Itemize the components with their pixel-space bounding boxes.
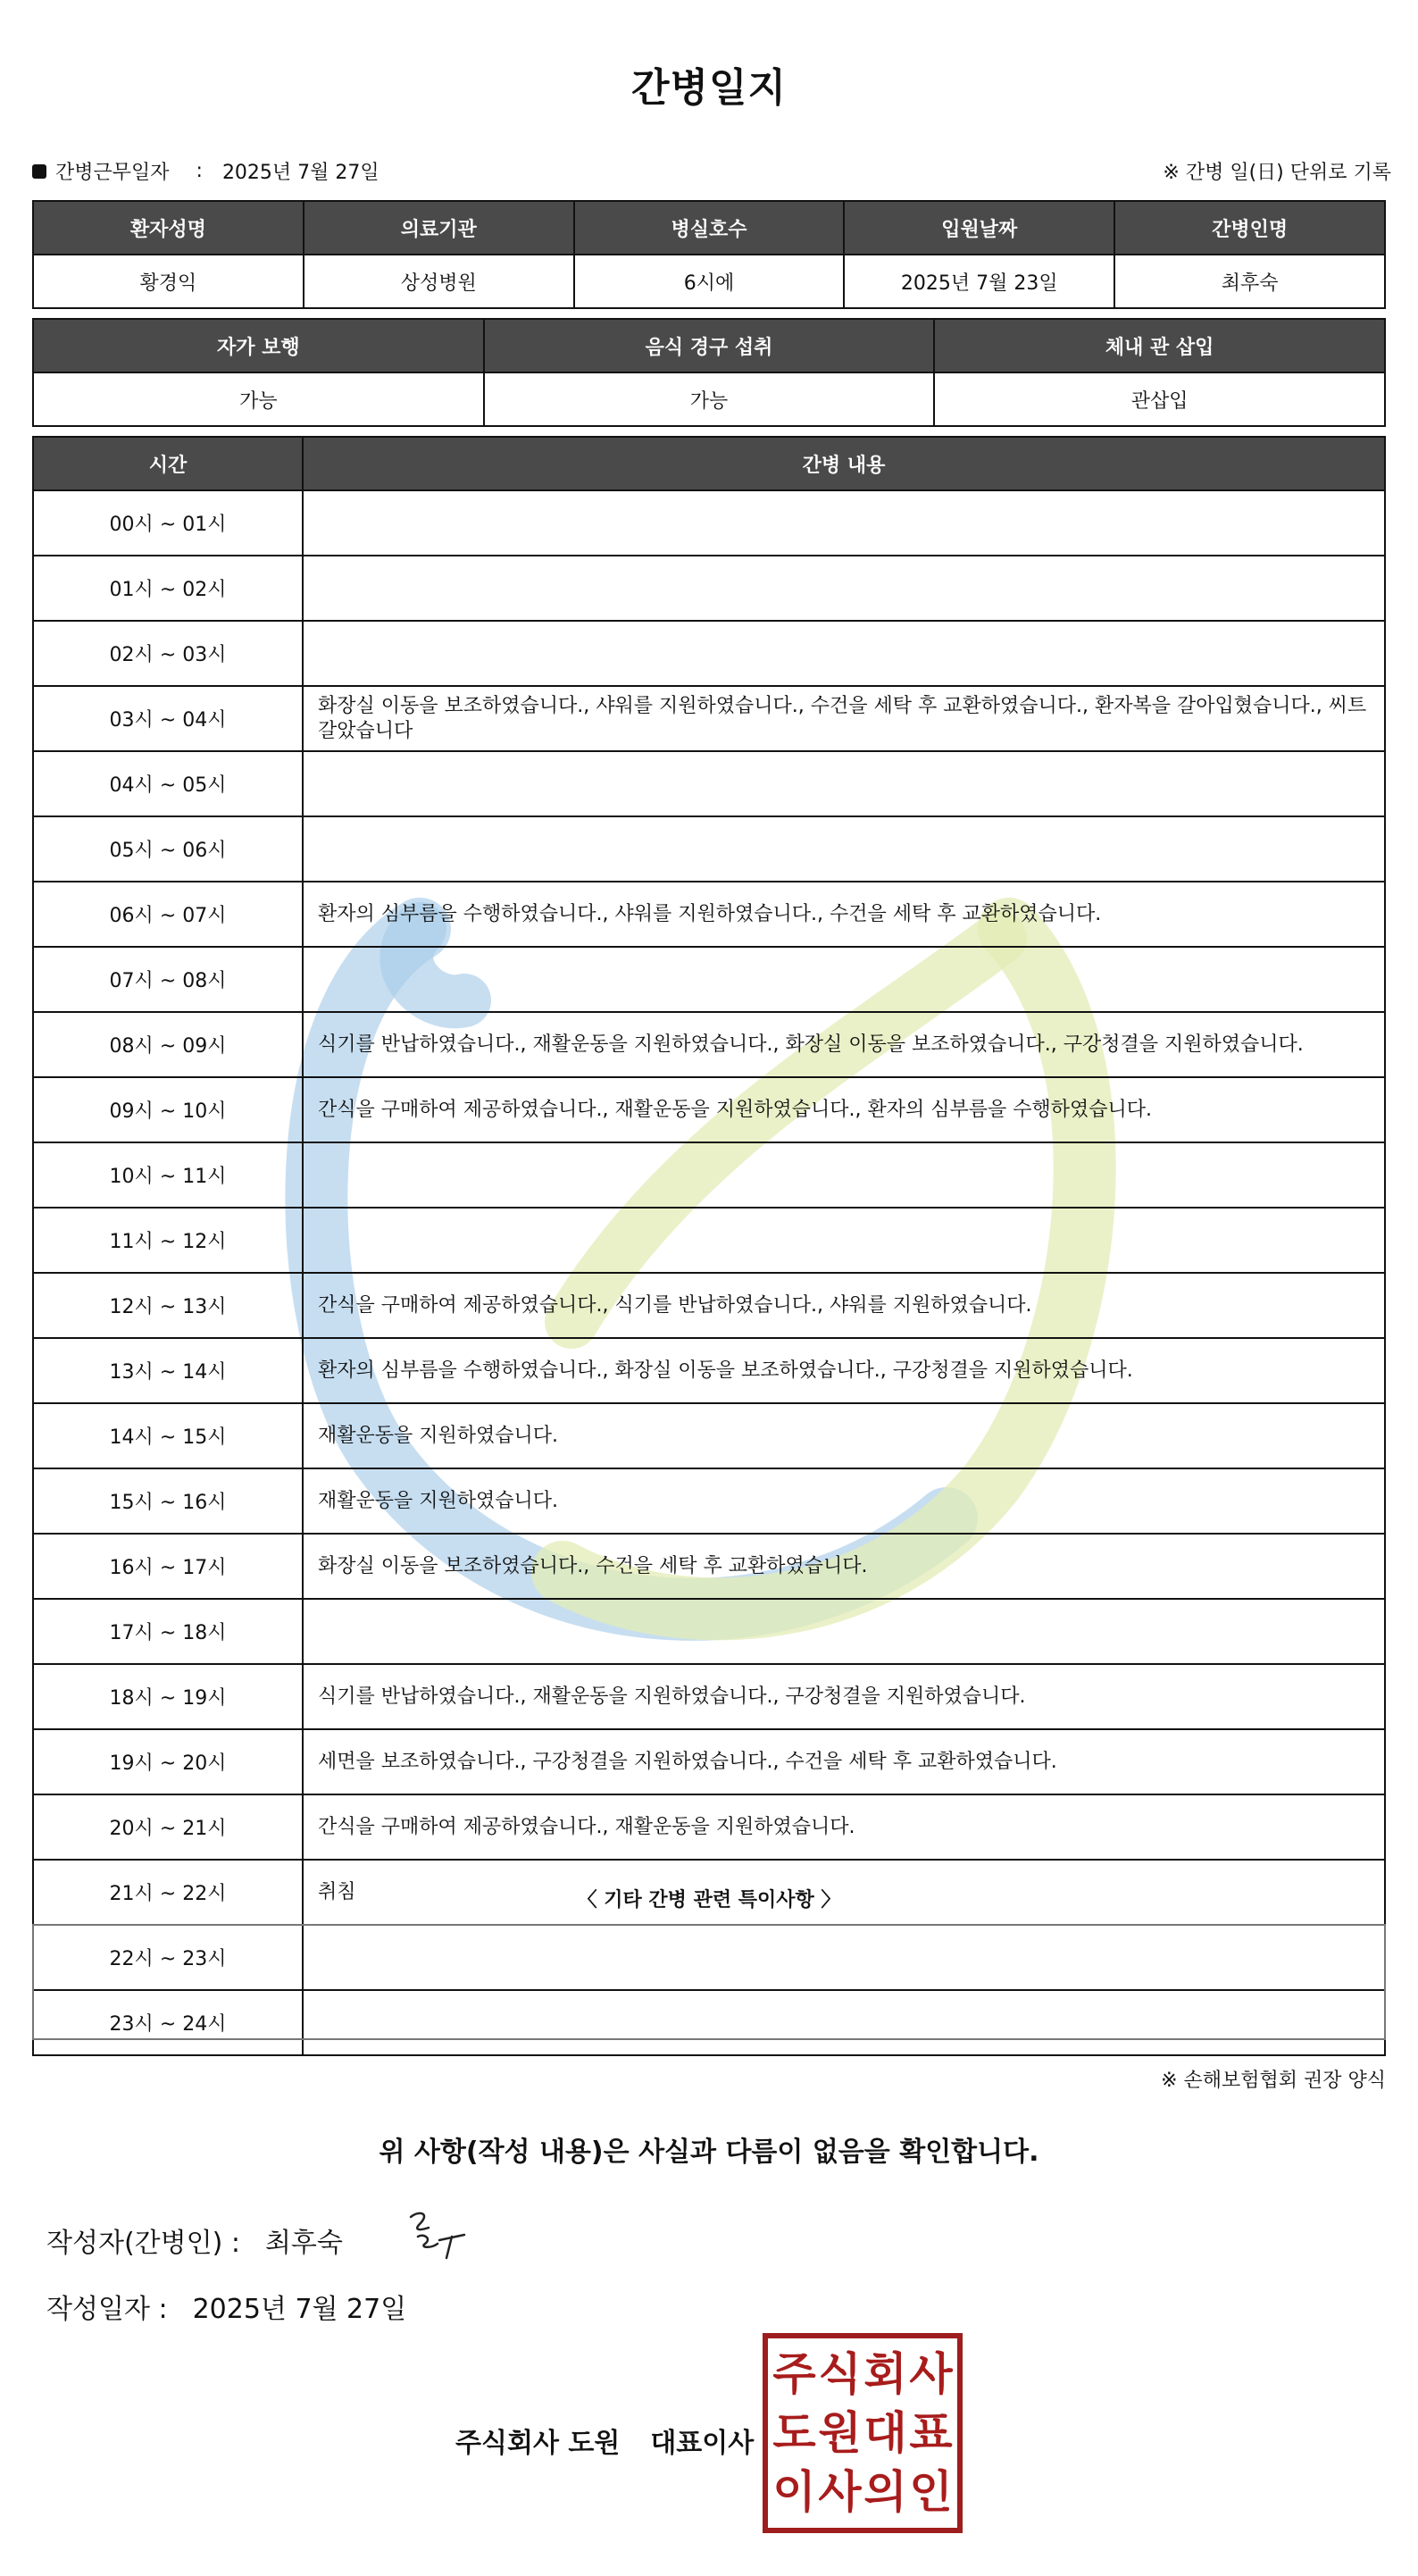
care-content bbox=[303, 1208, 1385, 1273]
time-slot: 22시 ~ 23시 bbox=[33, 1925, 303, 1990]
table-row bbox=[33, 1208, 1385, 1273]
care-content: 환자의 심부름을 수행하였습니다., 샤워를 지원하였습니다., 수건을 세탁 후 교환하였습니다. bbox=[303, 882, 1385, 947]
table-row bbox=[33, 1077, 1385, 1142]
time-slot: 13시 ~ 14시 bbox=[33, 1338, 303, 1403]
time-slot: 19시 ~ 20시 bbox=[33, 1729, 303, 1794]
seal-row bbox=[772, 2405, 954, 2462]
time-slot: 18시 ~ 19시 bbox=[33, 1664, 303, 1729]
written-date-line bbox=[46, 2287, 406, 2326]
care-content: 환자의 심부름을 수행하였습니다., 화장실 이동을 보조하였습니다., 구강청결을 지원하였습니다. bbox=[303, 1338, 1385, 1403]
header-hospital: 의료기관 bbox=[304, 201, 574, 255]
table-row bbox=[33, 1142, 1385, 1208]
seal-char: 식 bbox=[818, 2348, 862, 2400]
work-date-colon: : bbox=[196, 160, 203, 182]
table-row bbox=[33, 816, 1385, 882]
seal-char: 회 bbox=[863, 2348, 907, 2400]
care-content bbox=[303, 1599, 1385, 1664]
admission-date: 2025년 7월 23일 bbox=[844, 255, 1114, 308]
record-unit-note: ※ 간병 일(日) 단위로 기록 bbox=[1163, 162, 1391, 184]
work-date-label: 간병근무일자 bbox=[55, 162, 170, 184]
writer-name: 최후숙 bbox=[264, 2228, 343, 2259]
care-content bbox=[303, 816, 1385, 882]
care-content: 화장실 이동을 보조하였습니다., 수건을 세탁 후 교환하였습니다. bbox=[303, 1534, 1385, 1599]
writer-label: 작성자(간병인) : bbox=[46, 2228, 240, 2259]
table-row bbox=[33, 1338, 1385, 1403]
signature-image bbox=[400, 2204, 480, 2267]
care-content: 간식을 구매하여 제공하였습니다., 식기를 반납하였습니다., 샤워를 지원하였습니다. bbox=[303, 1273, 1385, 1338]
care-log-rows bbox=[33, 490, 1385, 2055]
table-row bbox=[33, 882, 1385, 947]
time-slot: 03시 ~ 04시 bbox=[33, 686, 303, 751]
time-slot: 01시 ~ 02시 bbox=[33, 556, 303, 621]
seal-char: 이 bbox=[772, 2466, 816, 2518]
time-slot: 14시 ~ 15시 bbox=[33, 1403, 303, 1468]
table-row bbox=[33, 1794, 1385, 1860]
patient-info-table bbox=[32, 200, 1386, 309]
seal-row bbox=[772, 2463, 954, 2521]
care-content: 간식을 구매하여 제공하였습니다., 재활운동을 지원하였습니다., 환자의 심부름을 수행하였습니다. bbox=[303, 1077, 1385, 1142]
special-notes-title: 〈 기타 간병 관련 특이사항 〉 bbox=[577, 1889, 841, 1911]
care-content: 세면을 보조하였습니다., 구강청결을 지원하였습니다., 수건을 세탁 후 교환하였습니다. bbox=[303, 1729, 1385, 1794]
care-content bbox=[303, 621, 1385, 686]
seal-char: 사 bbox=[818, 2466, 862, 2518]
care-content bbox=[303, 556, 1385, 621]
header-admission-date: 입원날짜 bbox=[844, 201, 1114, 255]
table-row bbox=[33, 1729, 1385, 1794]
seal-char: 표 bbox=[909, 2407, 953, 2459]
care-content bbox=[303, 1142, 1385, 1208]
company-seal-stamp bbox=[763, 2333, 963, 2533]
room-number: 6시에 bbox=[574, 255, 845, 308]
company-name: 주식회사 도원 bbox=[455, 2428, 621, 2459]
table-row bbox=[33, 1534, 1385, 1599]
care-content: 화장실 이동을 보조하였습니다., 샤워를 지원하였습니다., 수건을 세탁 후 교환하였습니다., 환자복을 갈아입혔습니다., 씨트갈았습니다 bbox=[303, 686, 1385, 751]
time-slot: 05시 ~ 06시 bbox=[33, 816, 303, 882]
care-content: 재활운동을 지원하였습니다. bbox=[303, 1468, 1385, 1534]
time-slot: 11시 ~ 12시 bbox=[33, 1208, 303, 1273]
patient-status-table bbox=[32, 318, 1386, 427]
table-row bbox=[33, 1664, 1385, 1729]
seal-char: 대 bbox=[863, 2407, 907, 2459]
time-slot: 07시 ~ 08시 bbox=[33, 947, 303, 1012]
confirmation-statement: 위 사항(작성 내용)은 사실과 다름이 없음을 확인합니다. bbox=[379, 2137, 1039, 2168]
time-slot: 09시 ~ 10시 bbox=[33, 1077, 303, 1142]
table-row bbox=[33, 751, 1385, 816]
work-date-value: 2025년 7월 27일 bbox=[221, 162, 380, 184]
table-row bbox=[33, 686, 1385, 751]
time-slot: 10시 ~ 11시 bbox=[33, 1142, 303, 1208]
header-walking: 자가 보행 bbox=[33, 319, 484, 372]
time-slot: 20시 ~ 21시 bbox=[33, 1794, 303, 1860]
table-row bbox=[33, 1012, 1385, 1077]
hospital: 상성병원 bbox=[304, 255, 574, 308]
writer-line bbox=[46, 2221, 343, 2260]
oral-intake-status: 가능 bbox=[484, 372, 935, 426]
seal-char: 원 bbox=[818, 2407, 862, 2459]
care-content: 취침 bbox=[303, 1860, 1385, 1925]
care-content: 재활운동을 지원하였습니다. bbox=[303, 1403, 1385, 1468]
time-slot: 06시 ~ 07시 bbox=[33, 882, 303, 947]
table-row bbox=[33, 1403, 1385, 1468]
walking-status: 가능 bbox=[33, 372, 484, 426]
seal-char: 사 bbox=[909, 2348, 953, 2400]
care-log-table bbox=[32, 436, 1386, 2056]
care-content bbox=[303, 751, 1385, 816]
table-row bbox=[33, 556, 1385, 621]
time-slot: 23시 ~ 24시 bbox=[33, 1990, 303, 2055]
time-slot: 02시 ~ 03시 bbox=[33, 621, 303, 686]
header-oral-intake: 음식 경구 섭취 bbox=[484, 319, 935, 372]
time-slot: 17시 ~ 18시 bbox=[33, 1599, 303, 1664]
work-date bbox=[32, 157, 380, 185]
table-row bbox=[33, 947, 1385, 1012]
table-row bbox=[33, 1273, 1385, 1338]
seal-char: 의 bbox=[863, 2466, 907, 2518]
time-slot: 12시 ~ 13시 bbox=[33, 1273, 303, 1338]
tube-status: 관삽입 bbox=[934, 372, 1385, 426]
table-row bbox=[33, 1599, 1385, 1664]
bullet-icon bbox=[32, 164, 46, 179]
header-time: 시간 bbox=[33, 437, 303, 490]
time-slot: 16시 ~ 17시 bbox=[33, 1534, 303, 1599]
table-row bbox=[33, 621, 1385, 686]
seal-row bbox=[772, 2346, 954, 2403]
seal-char: 도 bbox=[772, 2407, 816, 2459]
time-slot: 15시 ~ 16시 bbox=[33, 1468, 303, 1534]
care-content bbox=[303, 947, 1385, 1012]
company-line bbox=[455, 2421, 754, 2460]
company-title: 대표이사 bbox=[650, 2428, 755, 2459]
time-slot: 21시 ~ 22시 bbox=[33, 1860, 303, 1925]
table-row bbox=[33, 1468, 1385, 1534]
written-date-value: 2025년 7월 27일 bbox=[192, 2294, 407, 2325]
seal-char: 주 bbox=[772, 2348, 816, 2400]
seal-char: 인 bbox=[909, 2466, 953, 2518]
written-date-label: 작성일자 : bbox=[46, 2294, 168, 2325]
patient-name: 황경익 bbox=[33, 255, 304, 308]
care-content bbox=[303, 490, 1385, 556]
care-content: 식기를 반납하였습니다., 재활운동을 지원하였습니다., 화장실 이동을 보조하였습니다., 구강청결을 지원하였습니다. bbox=[303, 1012, 1385, 1077]
header-care-content: 간병 내용 bbox=[303, 437, 1385, 490]
table-row bbox=[33, 490, 1385, 556]
care-content: 식기를 반납하였습니다., 재활운동을 지원하였습니다., 구강청결을 지원하였습니다. bbox=[303, 1664, 1385, 1729]
time-slot: 08시 ~ 09시 bbox=[33, 1012, 303, 1077]
time-slot: 00시 ~ 01시 bbox=[33, 490, 303, 556]
header-room: 병실호수 bbox=[574, 201, 845, 255]
form-source-note: ※ 손해보험협회 권장 양식 bbox=[1161, 2070, 1386, 2092]
header-tube: 체내 관 삽입 bbox=[934, 319, 1385, 372]
header-patient-name: 환자성명 bbox=[33, 201, 304, 255]
caregiver-name: 최후숙 bbox=[1114, 255, 1385, 308]
time-slot: 04시 ~ 05시 bbox=[33, 751, 303, 816]
header-caregiver: 간병인명 bbox=[1114, 201, 1385, 255]
special-notes-box bbox=[32, 1924, 1386, 2040]
document-title: 간병일지 bbox=[630, 65, 787, 111]
care-content: 간식을 구매하여 제공하였습니다., 재활운동을 지원하였습니다. bbox=[303, 1794, 1385, 1860]
